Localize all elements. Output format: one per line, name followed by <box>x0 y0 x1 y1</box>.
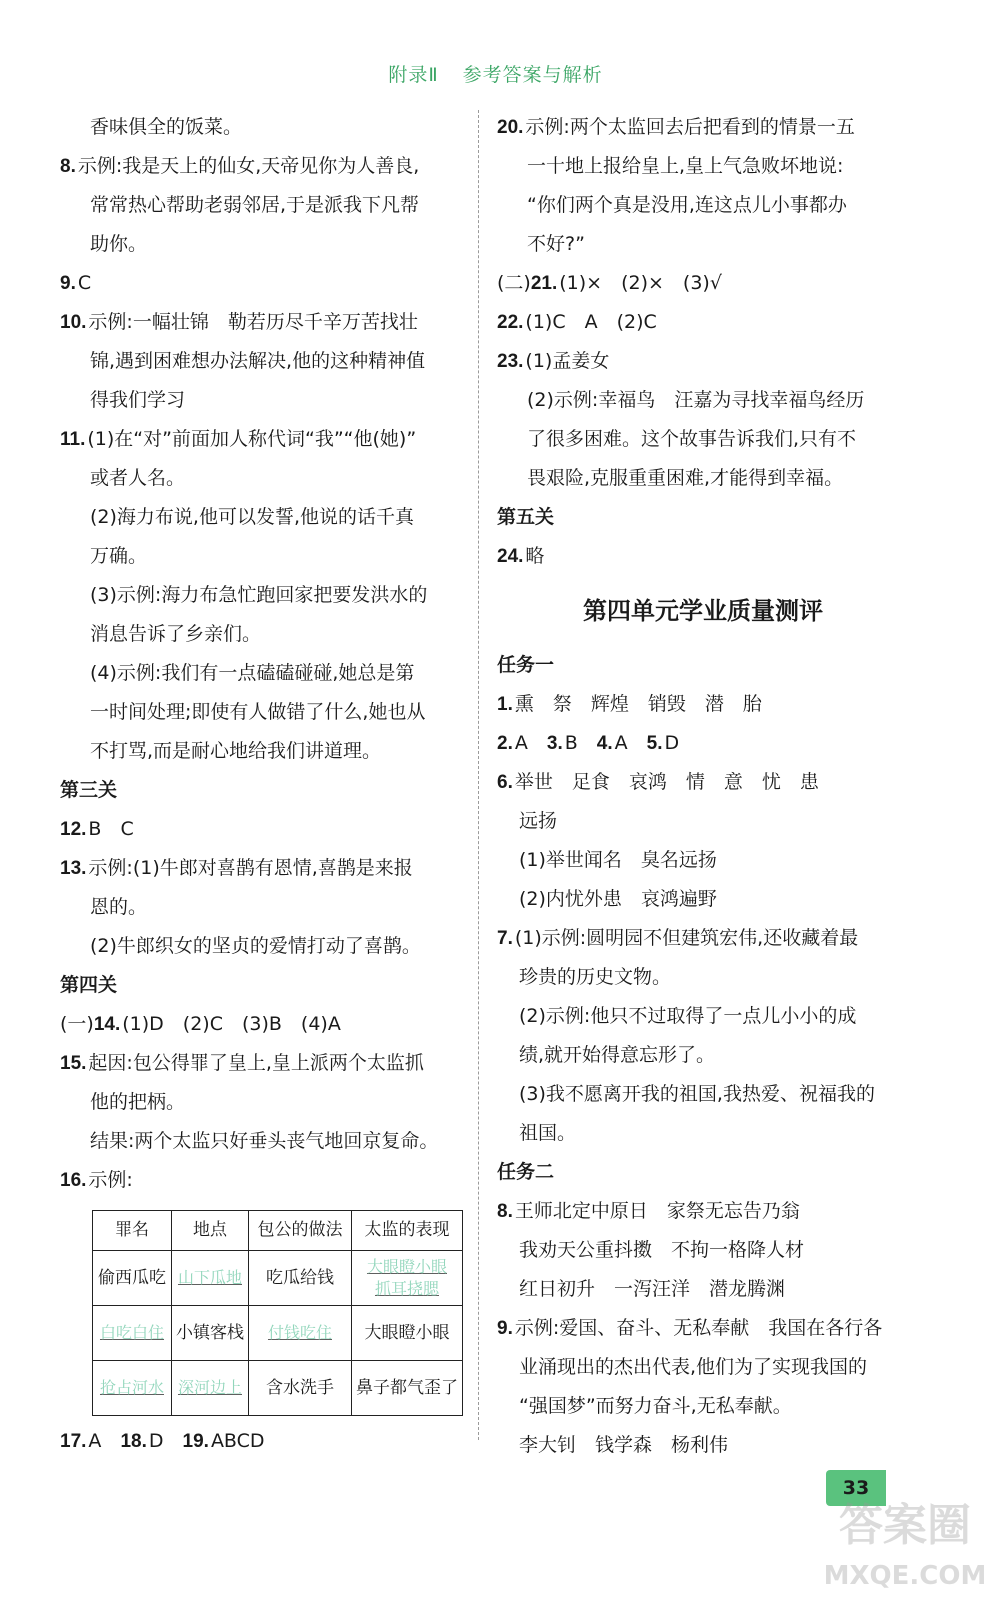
table-row <box>93 1306 463 1361</box>
answer-line: (3)我不愿离开我的祖国,我热爱、祝福我的 <box>519 1083 875 1105</box>
question-number: 22. <box>497 312 524 333</box>
answer-text: ABCD <box>210 1430 265 1452</box>
watermark-logo-icon <box>820 1478 990 1598</box>
appendix-label: 附录Ⅱ <box>388 64 439 86</box>
question-number: 11. <box>60 429 86 450</box>
answer-line: “你们两个真是没用,连这点儿小事都办 <box>527 194 847 216</box>
answer-line: 绩,就开始得意忘形了。 <box>519 1044 716 1066</box>
answer-21 <box>497 264 909 303</box>
question-number: 14. <box>93 1014 121 1035</box>
question-number: 19. <box>182 1431 209 1452</box>
part-marker: (一) <box>60 1013 94 1035</box>
task-heading: 任务二 <box>497 1161 555 1183</box>
answer-text: (1)示例:圆明园不但建筑宏伟,还收藏着最 <box>514 927 859 949</box>
answer-line: 珍贵的历史文物。 <box>519 966 672 988</box>
answer-line: 或者人名。 <box>90 467 186 489</box>
question-number: 9. <box>497 1318 513 1339</box>
answer-11 <box>60 420 470 459</box>
answer-text: 举世 足食 哀鸿 情 意 忧 患 <box>514 771 819 793</box>
answer-line: (2)示例:他只不过取得了一点儿小小的成 <box>519 1005 857 1027</box>
answer-line: 不好?” <box>527 233 585 255</box>
answer-line: 恩的。 <box>90 896 148 918</box>
faded-answer: 大眼瞪小眼 <box>366 1257 447 1276</box>
answer-line: (1)举世闻名 臭名远扬 <box>519 849 717 871</box>
table-cell: 吃瓜给钱 <box>249 1251 352 1306</box>
answer-9 <box>497 1309 909 1348</box>
section-heading: 第四关 <box>60 974 118 996</box>
part-marker: (二) <box>497 272 531 294</box>
table-header-cell: 罪名 <box>93 1211 172 1251</box>
question-number: 18. <box>120 1431 147 1452</box>
question-number: 5. <box>646 733 663 754</box>
table-header-cell: 太监的表现 <box>352 1211 463 1251</box>
faded-answer: 抓耳挠腮 <box>374 1279 439 1298</box>
answer-text: A <box>614 732 628 754</box>
answer-line: 万确。 <box>90 545 148 567</box>
answer-text: (1)孟姜女 <box>525 350 610 372</box>
answer-12 <box>60 810 470 849</box>
table-header-cell: 包公的做法 <box>249 1211 352 1251</box>
table-cell: 鼻子都气歪了 <box>352 1361 463 1416</box>
left-column <box>60 108 470 1461</box>
answer-8 <box>497 1192 909 1231</box>
answer-text: 熏 祭 辉煌 销毁 潜 胎 <box>514 693 762 715</box>
question-number: 1. <box>497 694 513 715</box>
question-number: 8. <box>497 1201 513 1222</box>
answer-text: 略 <box>525 545 545 567</box>
faded-answer: 抢占河水 <box>99 1378 164 1397</box>
answer-line: 业涌现出的杰出代表,他们为了实现我国的 <box>519 1356 868 1378</box>
answer-line: 红日初升 一泻汪洋 潜龙腾渊 <box>519 1278 786 1300</box>
answer-9 <box>60 264 470 303</box>
answer-23 <box>497 342 909 381</box>
answer-text: B <box>564 732 578 754</box>
answer-line: (3)示例:海力布急忙跑回家把要发洪水的 <box>90 584 428 606</box>
answer-line: 常常热心帮助老弱邻居,于是派我下凡帮 <box>90 194 420 216</box>
question-number: 4. <box>596 733 613 754</box>
answer-line: 远扬 <box>519 810 558 832</box>
answer-text: C <box>77 272 92 294</box>
question-number: 3. <box>546 733 563 754</box>
answer-20 <box>497 108 909 147</box>
question-number: 7. <box>497 928 513 949</box>
question-number: 2. <box>497 733 513 754</box>
answer-line: (2)牛郎织女的坚贞的爱情打动了喜鹊。 <box>90 935 421 957</box>
faded-answer: 山下瓜地 <box>177 1268 242 1287</box>
answer-13 <box>60 849 470 888</box>
task-heading: 任务一 <box>497 654 555 676</box>
table-cell: 含水洗手 <box>249 1361 352 1416</box>
table-cell <box>93 1361 172 1416</box>
column-divider <box>478 110 479 1440</box>
answer-17-19 <box>60 1422 470 1461</box>
answer-text: 起因:包公得罪了皇上,皇上派两个太监抓 <box>88 1052 424 1074</box>
answer-line: 不打骂,而是耐心地给我们讲道理。 <box>90 740 382 762</box>
table-row <box>93 1361 463 1416</box>
answer-16 <box>60 1161 470 1200</box>
table-header-cell: 地点 <box>172 1211 249 1251</box>
answer-line: 一时间处理;即使有人做错了什么,她也从 <box>90 701 426 723</box>
answer-line: 得我们学习 <box>90 389 186 411</box>
answer-text: 示例:一幅壮锦 勒若历尽千辛万苦找壮 <box>88 311 418 333</box>
answer-line: 他的把柄。 <box>90 1091 186 1113</box>
question-number: 16. <box>60 1170 87 1191</box>
right-column <box>497 108 909 1465</box>
answer-7 <box>497 919 909 958</box>
answer-24 <box>497 537 909 576</box>
question-number: 10. <box>60 312 87 333</box>
section-heading: 第三关 <box>60 779 118 801</box>
question-number: 12. <box>60 819 87 840</box>
answer-line: (4)示例:我们有一点磕磕碰碰,她总是第 <box>90 662 415 684</box>
question-number: 23. <box>497 351 524 372</box>
answer-line: 消息告诉了乡亲们。 <box>90 623 262 645</box>
question-number: 20. <box>497 117 524 138</box>
answer-line: 祖国。 <box>519 1122 577 1144</box>
watermark-top: 答案圈 <box>839 1500 971 1551</box>
answer-line: “强国梦”而努力奋斗,无私奉献。 <box>519 1395 792 1417</box>
question-number: 21. <box>530 273 558 294</box>
answer-text: (1)C A (2)C <box>525 311 657 333</box>
page-number: 33 <box>826 1470 886 1506</box>
answer-text: A <box>88 1430 102 1452</box>
faded-answer: 白吃白住 <box>99 1323 164 1342</box>
table-row <box>93 1251 463 1306</box>
section-heading: 第五关 <box>497 506 555 528</box>
answer-text: A <box>514 732 528 754</box>
question-number: 8. <box>60 156 76 177</box>
table-cell <box>93 1306 172 1361</box>
answer-text: (1)在“对”前面加人称代词“我”“他(她)” <box>87 428 417 450</box>
answer-text: D <box>664 732 680 754</box>
question-number: 9. <box>60 273 76 294</box>
table-cell <box>172 1251 249 1306</box>
table-cell: 偷西瓜吃 <box>93 1251 172 1306</box>
answer-line: 李大钊 钱学森 杨利伟 <box>519 1434 729 1456</box>
answer-line: (2)海力布说,他可以发誓,他说的话千真 <box>90 506 414 528</box>
answer-8 <box>60 147 470 186</box>
answer-line: 结果:两个太监只好垂头丧气地回京复命。 <box>90 1130 439 1152</box>
answer-15 <box>60 1044 470 1083</box>
answer-10 <box>60 303 470 342</box>
unit-title: 第四单元学业质量测评 <box>583 597 823 625</box>
table-cell: 小镇客栈 <box>172 1306 249 1361</box>
table-cell: 大眼瞪小眼 <box>352 1306 463 1361</box>
answer-1 <box>497 685 909 724</box>
question-number: 6. <box>497 772 513 793</box>
answer-line: 我劝天公重抖擞 不拘一格降人材 <box>519 1239 805 1261</box>
faded-answer: 付钱吃住 <box>267 1323 332 1342</box>
answer-text: (1)× (2)× (3)√ <box>559 272 722 294</box>
answer-text: (1)D (2)C (3)B (4)A <box>122 1013 341 1035</box>
answer-table <box>92 1210 463 1416</box>
answer-line: (2)示例:幸福鸟 汪嘉为寻找幸福鸟经历 <box>527 389 865 411</box>
answer-text: B C <box>88 818 134 840</box>
answer-text: 示例: <box>88 1169 133 1191</box>
answer-22 <box>497 303 909 342</box>
page-header <box>0 60 991 87</box>
answer-line: (2)内忧外患 哀鸿遍野 <box>519 888 717 910</box>
table-cell <box>172 1361 249 1416</box>
question-number: 17. <box>60 1431 87 1452</box>
header-title: 参考答案与解析 <box>462 64 603 86</box>
answer-text: 示例:两个太监回去后把看到的情景一五 <box>525 116 855 138</box>
question-number: 15. <box>60 1053 87 1074</box>
answer-line: 助你。 <box>90 233 148 255</box>
answer-14 <box>60 1005 470 1044</box>
table-header-row <box>93 1211 463 1251</box>
answer-line: 畏艰险,克服重重困难,才能得到幸福。 <box>527 467 844 489</box>
table-cell <box>249 1306 352 1361</box>
answer-text: 示例:(1)牛郎对喜鹊有恩情,喜鹊是来报 <box>88 857 413 879</box>
answer-line: 香味俱全的饭菜。 <box>90 116 243 138</box>
question-number: 24. <box>497 546 524 567</box>
answer-text: 王师北定中原日 家祭无忘告乃翁 <box>514 1200 800 1222</box>
answer-6 <box>497 763 909 802</box>
answer-line: 锦,遇到困难想办法解决,他的这种精神值 <box>90 350 426 372</box>
answer-line: 一十地上报给皇上,皇上气急败坏地说: <box>527 155 844 177</box>
table-cell <box>352 1251 463 1306</box>
question-number: 13. <box>60 858 87 879</box>
answer-text: D <box>148 1430 164 1452</box>
answer-2-5 <box>497 724 909 763</box>
answer-text: 示例:爱国、奋斗、无私奉献 我国在各行各 <box>514 1317 883 1339</box>
faded-answer: 深河边上 <box>177 1378 242 1397</box>
answer-line: 了很多困难。这个故事告诉我们,只有不 <box>527 428 857 450</box>
watermark-bottom: MXQE.COM <box>823 1561 987 1591</box>
answer-text: 示例:我是天上的仙女,天帝见你为人善良, <box>77 155 420 177</box>
